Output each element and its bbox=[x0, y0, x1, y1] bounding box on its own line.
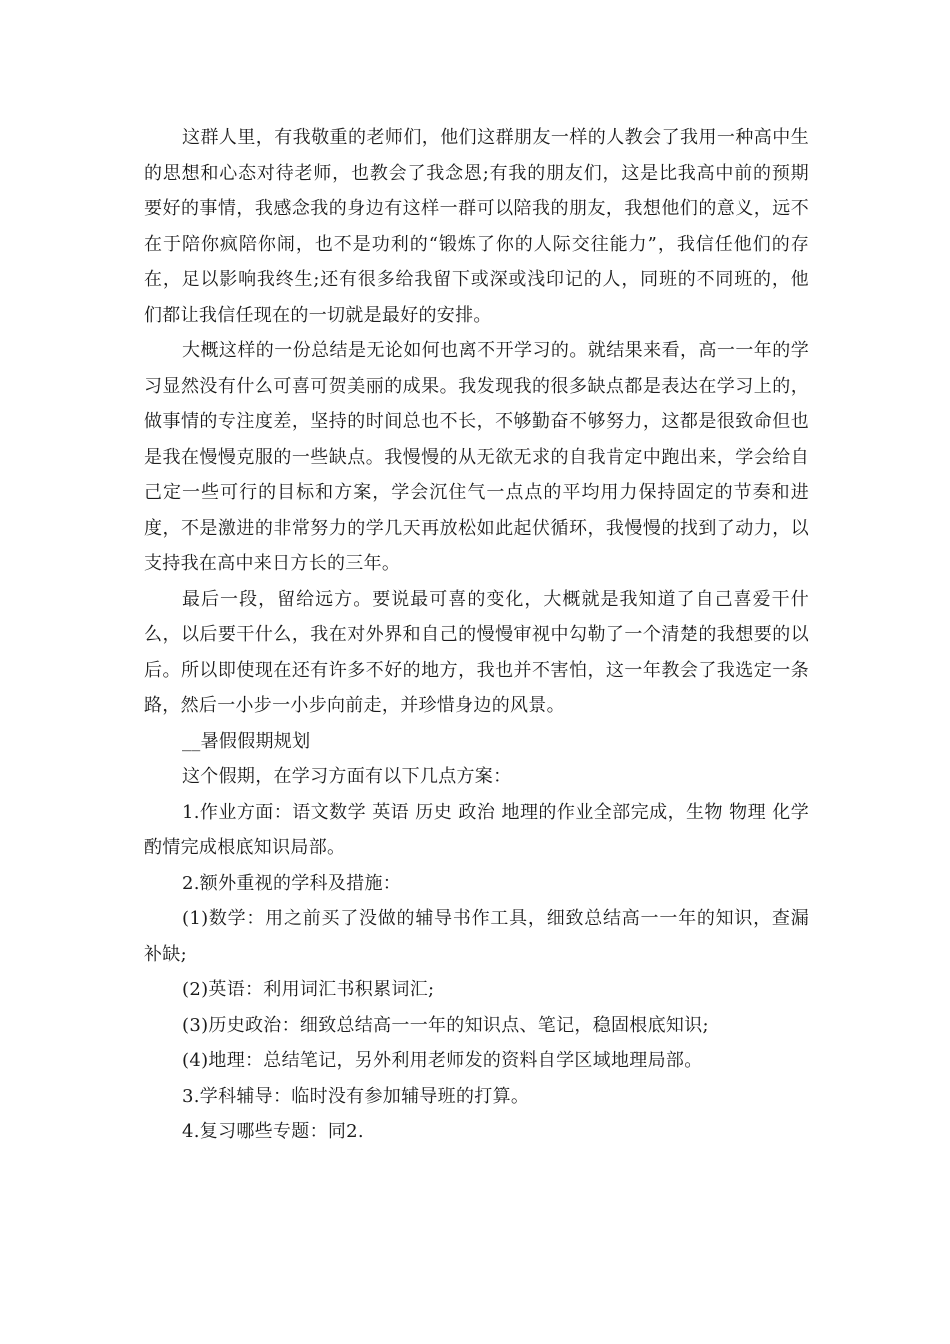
paragraph-teachers-friends: 这群人里，有我敬重的老师们，他们这群朋友一样的人教会了我用一种高中生的思想和心态对待老师，也教会了我念恩;有我的朋友们，这是比我高中前的预期要好的事情，我感念我的身边有这样一群可以陪我的朋友，我想他们的意义，远不在于陪你疯陪你闹，也不是功利的“锻炼了你的人际交往能力”，我信任他们的存在，足以影响我终生;还有很多给我留下或深或浅印记的人，同班的不同班的，他们都让我信任现在的一切就是最好的安排。 bbox=[144, 127, 809, 326]
paragraph-plan-intro: 这个假期，在学习方面有以下几点方案： bbox=[182, 766, 512, 787]
document-body bbox=[144, 120, 809, 1150]
paragraph-future: 最后一段，留给远方。要说最可喜的变化，大概就是我知道了自己喜爱干什么，以后要干什么，我在对外界和自己的慢慢审视中勾勒了一个清楚的我想要的以后。所以即使现在还有许多不好的地方，我也并不害怕，这一年教会了我选定一条路，然后一小步一小步向前走，并珍惜身边的风景。 bbox=[144, 588, 809, 716]
list-item-homework: 1.作业方面：语文数学 英语 历史 政治 地理的作业全部完成，生物 物理 化学酌情完成根底知识局部。 bbox=[144, 801, 809, 858]
list-item-geography: (4)地理：总结笔记，另外利用老师发的资料自学区域地理局部。 bbox=[182, 1050, 703, 1071]
list-item-english: (2)英语：利用词汇书积累词汇; bbox=[182, 979, 435, 1000]
section-heading-summer-plan: __暑假假期规划 bbox=[182, 730, 311, 752]
list-item-tutoring: 3.学科辅导：临时没有参加辅导班的打算。 bbox=[182, 1085, 530, 1107]
list-item-review-topics: 4.复习哪些专题：同2. bbox=[182, 1121, 364, 1142]
list-item-history-politics: (3)历史政治：细致总结高一一年的知识点、笔记，稳固根底知识; bbox=[182, 1014, 709, 1036]
list-item-math: (1)数学：用之前买了没做的辅导书作工具，细致总结高一一年的知识，查漏补缺; bbox=[144, 908, 809, 965]
list-item-key-subjects: 2.额外重视的学科及措施： bbox=[182, 872, 402, 894]
paragraph-study-summary: 大概这样的一份总结是无论如何也离不开学习的。就结果来看，高一一年的学习显然没有什么可喜可贺美丽的成果。我发现我的很多缺点都是表达在学习上的，做事情的专注度差，坚持的时间总也不长，不够勤奋不够努力，这都是很致命但也是我在慢慢克服的一些缺点。我慢慢的从无欲无求的自我肯定中跑出来，学会给自己定一些可行的目标和方案，学会沉住气一点点的平均用力保持固定的节奏和进度，不是激进的非常努力的学几天再放松如此起伏循环，我慢慢的找到了动力，以支持我在高中来日方长的三年。 bbox=[144, 340, 809, 574]
